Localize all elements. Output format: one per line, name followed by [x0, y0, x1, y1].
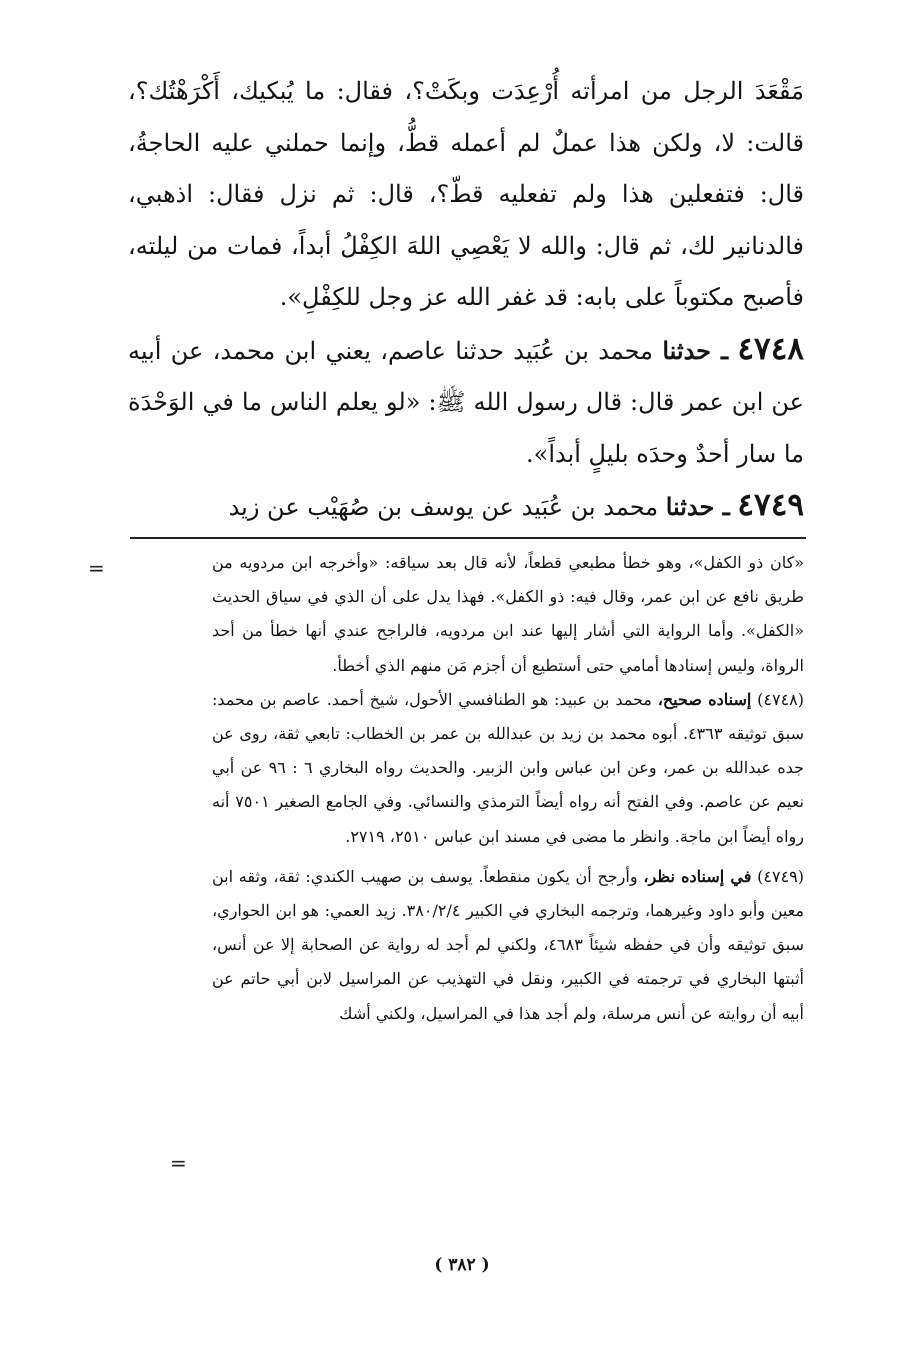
hadith-lead: ـ حدثنا: [665, 492, 730, 521]
footnote-verdict: إسناده صحيح،: [657, 689, 752, 709]
hadith-4749: [128, 480, 804, 534]
page-number: ( ٣٨٢ ): [434, 1255, 490, 1275]
main-text: [128, 66, 804, 534]
hadith-4748: [128, 324, 804, 481]
hadith-text: محمد بن عُبَيد حدثنا عاصم، يعني ابن محمد، عن أبيه عن ابن عمر قال: قال رسول الله ﷺ: «لو يعلم الناس ما في الوَحْدَة ما سار أحدٌ وحدَه بليلٍ أبداً».: [128, 336, 804, 468]
footnote-text: محمد بن عبيد: هو الطنافسي الأحول، شيخ أحمد. عاصم بن محمد: سبق توثيقه ٤٣٦٣. أبوه محمد بن زيد بن عبدالله بن عمر بن الخطاب: تابعي ثقة، روى عن جده عبدالله بن عمر، وعن ابن عباس وابن الزبير. والحديث رواه البخاري ٦ : ٩٦ عن أبي نعيم عن عاصم. وفي الفتح أنه رواه أيضاً الترمذي والنسائي. وفي الجامع الصغير ٧٥٠١ أنه رواه أيضاً ابن ماجة. وانظر ما مضى في مسند ابن عباس ٢٥١٠، ٢٧١٩.: [212, 689, 805, 846]
hadith-lead: ـ حدثنا: [662, 335, 729, 365]
hadith-number: ٤٧٤٨: [737, 330, 804, 367]
continued-from-previous-mark: =: [88, 556, 105, 580]
continues-on-next-mark: =: [170, 1151, 187, 1175]
footnote-number: (٤٧٤٩): [757, 866, 804, 886]
hadith-text: محمد بن عُبَيد عن يوسف بن صُهَيْب عن زيد: [228, 493, 659, 521]
main-paragraph-continuation: مَقْعَدَ الرجل من امرأته أُرْعِدَت وبكَتْ؟، فقال: ما يُبكيك، أَكْرَهْتُك؟، قالت: لا، ولكن هذا عملٌ لم أعمله قطُّ، وإنما حملني عليه الحاجةُ، قال: فتفعلين هذا ولم تفعليه قطّ؟، قال: ثم نزل فقال: اذهبي، فالدنانير لك، ثم قال: والله لا يَعْصِي اللهَ الكِفْلُ أبداً، فمات من ليلته، فأصبح مكتوباً على بابه: قد غفر الله عز وجل للكِفْلِ».: [128, 77, 805, 311]
footnote-continuation: «كان ذو الكفل»، وهو خطأ مطبعي قطعاً، لأنه قال بعد سياقه: «وأخرجه ابن مردويه من طريق نافع عن ابن عمر، وقال فيه: ذو الكفل». فهذا يدل على أن الذي في سياق الحديث «الكفل». وأما الرواية التي أشار إليها عند ابن مردويه، فالراجح عندي أنها خطأ من أحد الرواة، وليس إسنادها أمامي حتى أستطيع أن أجزم مَن منهم الذي أخطأ.: [212, 553, 804, 675]
hadith-number: ٤٧٤٩: [737, 487, 804, 523]
footnote-number: (٤٧٤٨): [757, 689, 804, 709]
footnote-verdict: في إسناده نظر،: [643, 866, 752, 886]
footnotes: [212, 546, 804, 1031]
footnote-4749: [212, 860, 804, 1031]
footnote-separator: [130, 537, 806, 539]
footnote-4748: [212, 683, 804, 854]
footnote-text: وأرجح أن يكون منقطعاً. يوسف بن صهيب الكندي: ثقة، وثقه ابن معين وأبو داود وغيرهما، وترجمه البخاري في الكبير ٣٨٠/٢/٤. زيد العمي: هو ابن الحواري، سبق توثيقه وأن في حفظه شيئاً ٤٦٨٣، ولكني لم أجد له رواية عن الصحابة إلا عن أنس، أثبتها البخاري في ترجمته في الكبير، ونقل في التهذيب عن المراسيل لابن أبي حاتم عن أبيه أن روايته عن أنس مرسلة، ولم أجد هذا في المراسيل، ولكني أشك: [212, 866, 805, 1023]
